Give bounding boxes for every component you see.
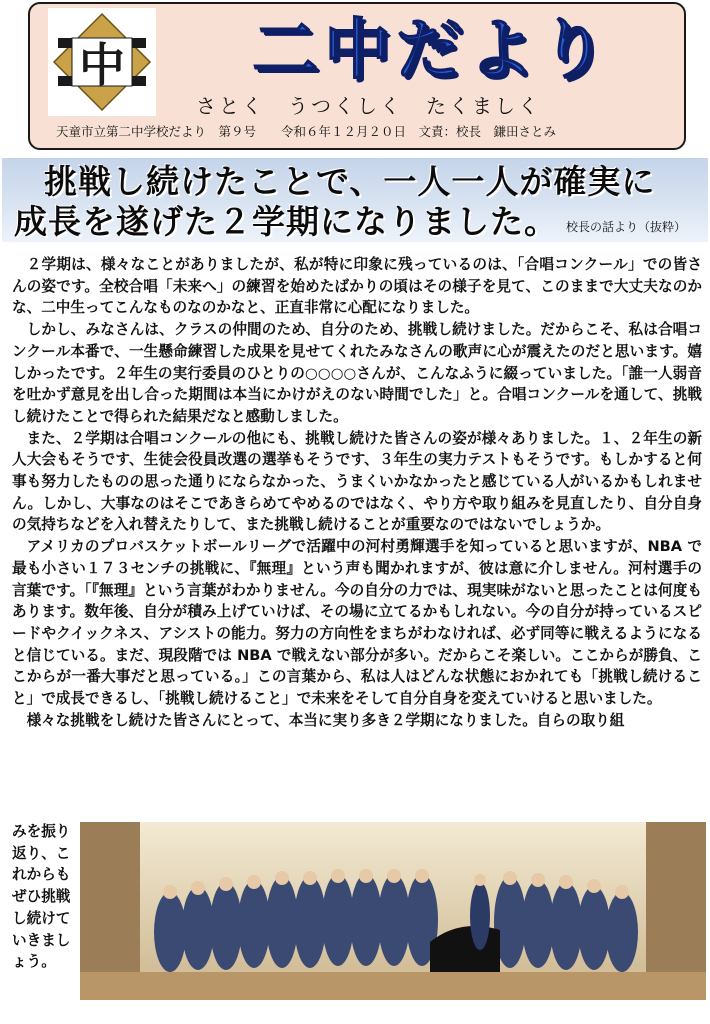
paragraph-5: 様々な挑戦をし続けた皆さんにとって、本当に実り多き２学期になりました。自らの取り組: [26, 711, 625, 729]
issue-info: 天童市立第二中学校だより 第９号 令和６年１２月２０日 文責：校長 鎌田さとみ: [56, 124, 557, 139]
paragraph-4: アメリカのプロバスケットボールリーグで活躍中の河村勇輝選手を知っていると思いますが、NBA で最も小さい１７３センチの挑戦に、『無理』という声も聞かれますが、彼は意に介しません。河村選手の言葉です。「『無理』という言葉がわかりません。今の自分の力では、現実味がないと思ったことは何度もあります。数年後、自分が積み上げていけば、その場に立てるかもしれない。今の自分が持っているスピードやクイックネス、アシストの能力。努力の方向性をまちがわなければ、必ず同等に戦えるようになると信じている。まだ、現段階では NBA で戦えない部分が多い。だからこそ楽しい。ここからが勝負、ここからが一番大事だと思っている。」この言葉から、私は人はどんな状態におかれても「挑戦し続けること」で成長できるし、「挑戦し続けること」で未来をそして自分自身を変えていけると思いました。: [12, 538, 702, 708]
choir-photo: [80, 822, 706, 1000]
article-body: [12, 254, 702, 731]
headline-source: 校長の話より（抜粋）: [566, 220, 687, 234]
headline-line-2: 成長を遂げた２学期になりました。: [14, 202, 558, 241]
headline-line-1: 挑戦し続けたことで、一人一人が確実に: [44, 162, 656, 201]
school-emblem: [48, 8, 156, 116]
paragraph-3: また、２学期は合唱コンクールの他にも、挑戦し続けた皆さんの姿が様々ありました。１、２年生の新人大会もそうです、生徒会役員改選の選挙もそうです、３年生の実力テストもそうです。もしかすると何事も努力したものの思った通りにならなかった、うまくいかなかったと感じている人がいるかもしれません。しかし、大事なのはそこであきらめてやめるのではなく、やり方や取り組みを見直したり、自分自身の気持ちなどを入れ替えたりして、また挑戦し続けることが重要なのではないでしょうか。: [12, 429, 702, 534]
newsletter-title: 二中だより: [252, 11, 612, 88]
paragraph-5-continued: みを振り返り、これからもぜひ挑戦し続けていきましょう。: [12, 823, 71, 971]
paragraph-2: しかし、みなさんは、クラスの仲間のため、自分のため、挑戦し続けました。だからこそ、私は合唱コンクール本番で、一生懸命練習した成果を見せてくれたみなさんの歌声に心が震えたのだと思います。嬉しかったです。２年生の実行委員のひとりの○○○○さんが、こんなふうに綴っていました。「誰一人弱音を吐かず意見を出し合った期間は本当にかけがえのない時間でした」と。合唱コンクールを通して、挑戦し続けたことで得られた結果だなと感動しました。: [12, 321, 702, 425]
emblem-char: 中: [79, 38, 125, 92]
paragraph-1: ２学期は、様々なことがありましたが、私が特に印象に残っているのは、「合唱コンクール」での皆さんの姿です。全校合唱「未来へ」の練習を始めたばかりの頃はその様子を見て、このままで大丈夫なのかな、二中生ってこんなものなのかなと、正直非常に心配になりました。: [12, 256, 702, 317]
choir-photo-art: [80, 822, 706, 1000]
school-motto: さとく うつくしく たくましく: [196, 94, 541, 118]
newsletter-header: [28, 2, 686, 150]
